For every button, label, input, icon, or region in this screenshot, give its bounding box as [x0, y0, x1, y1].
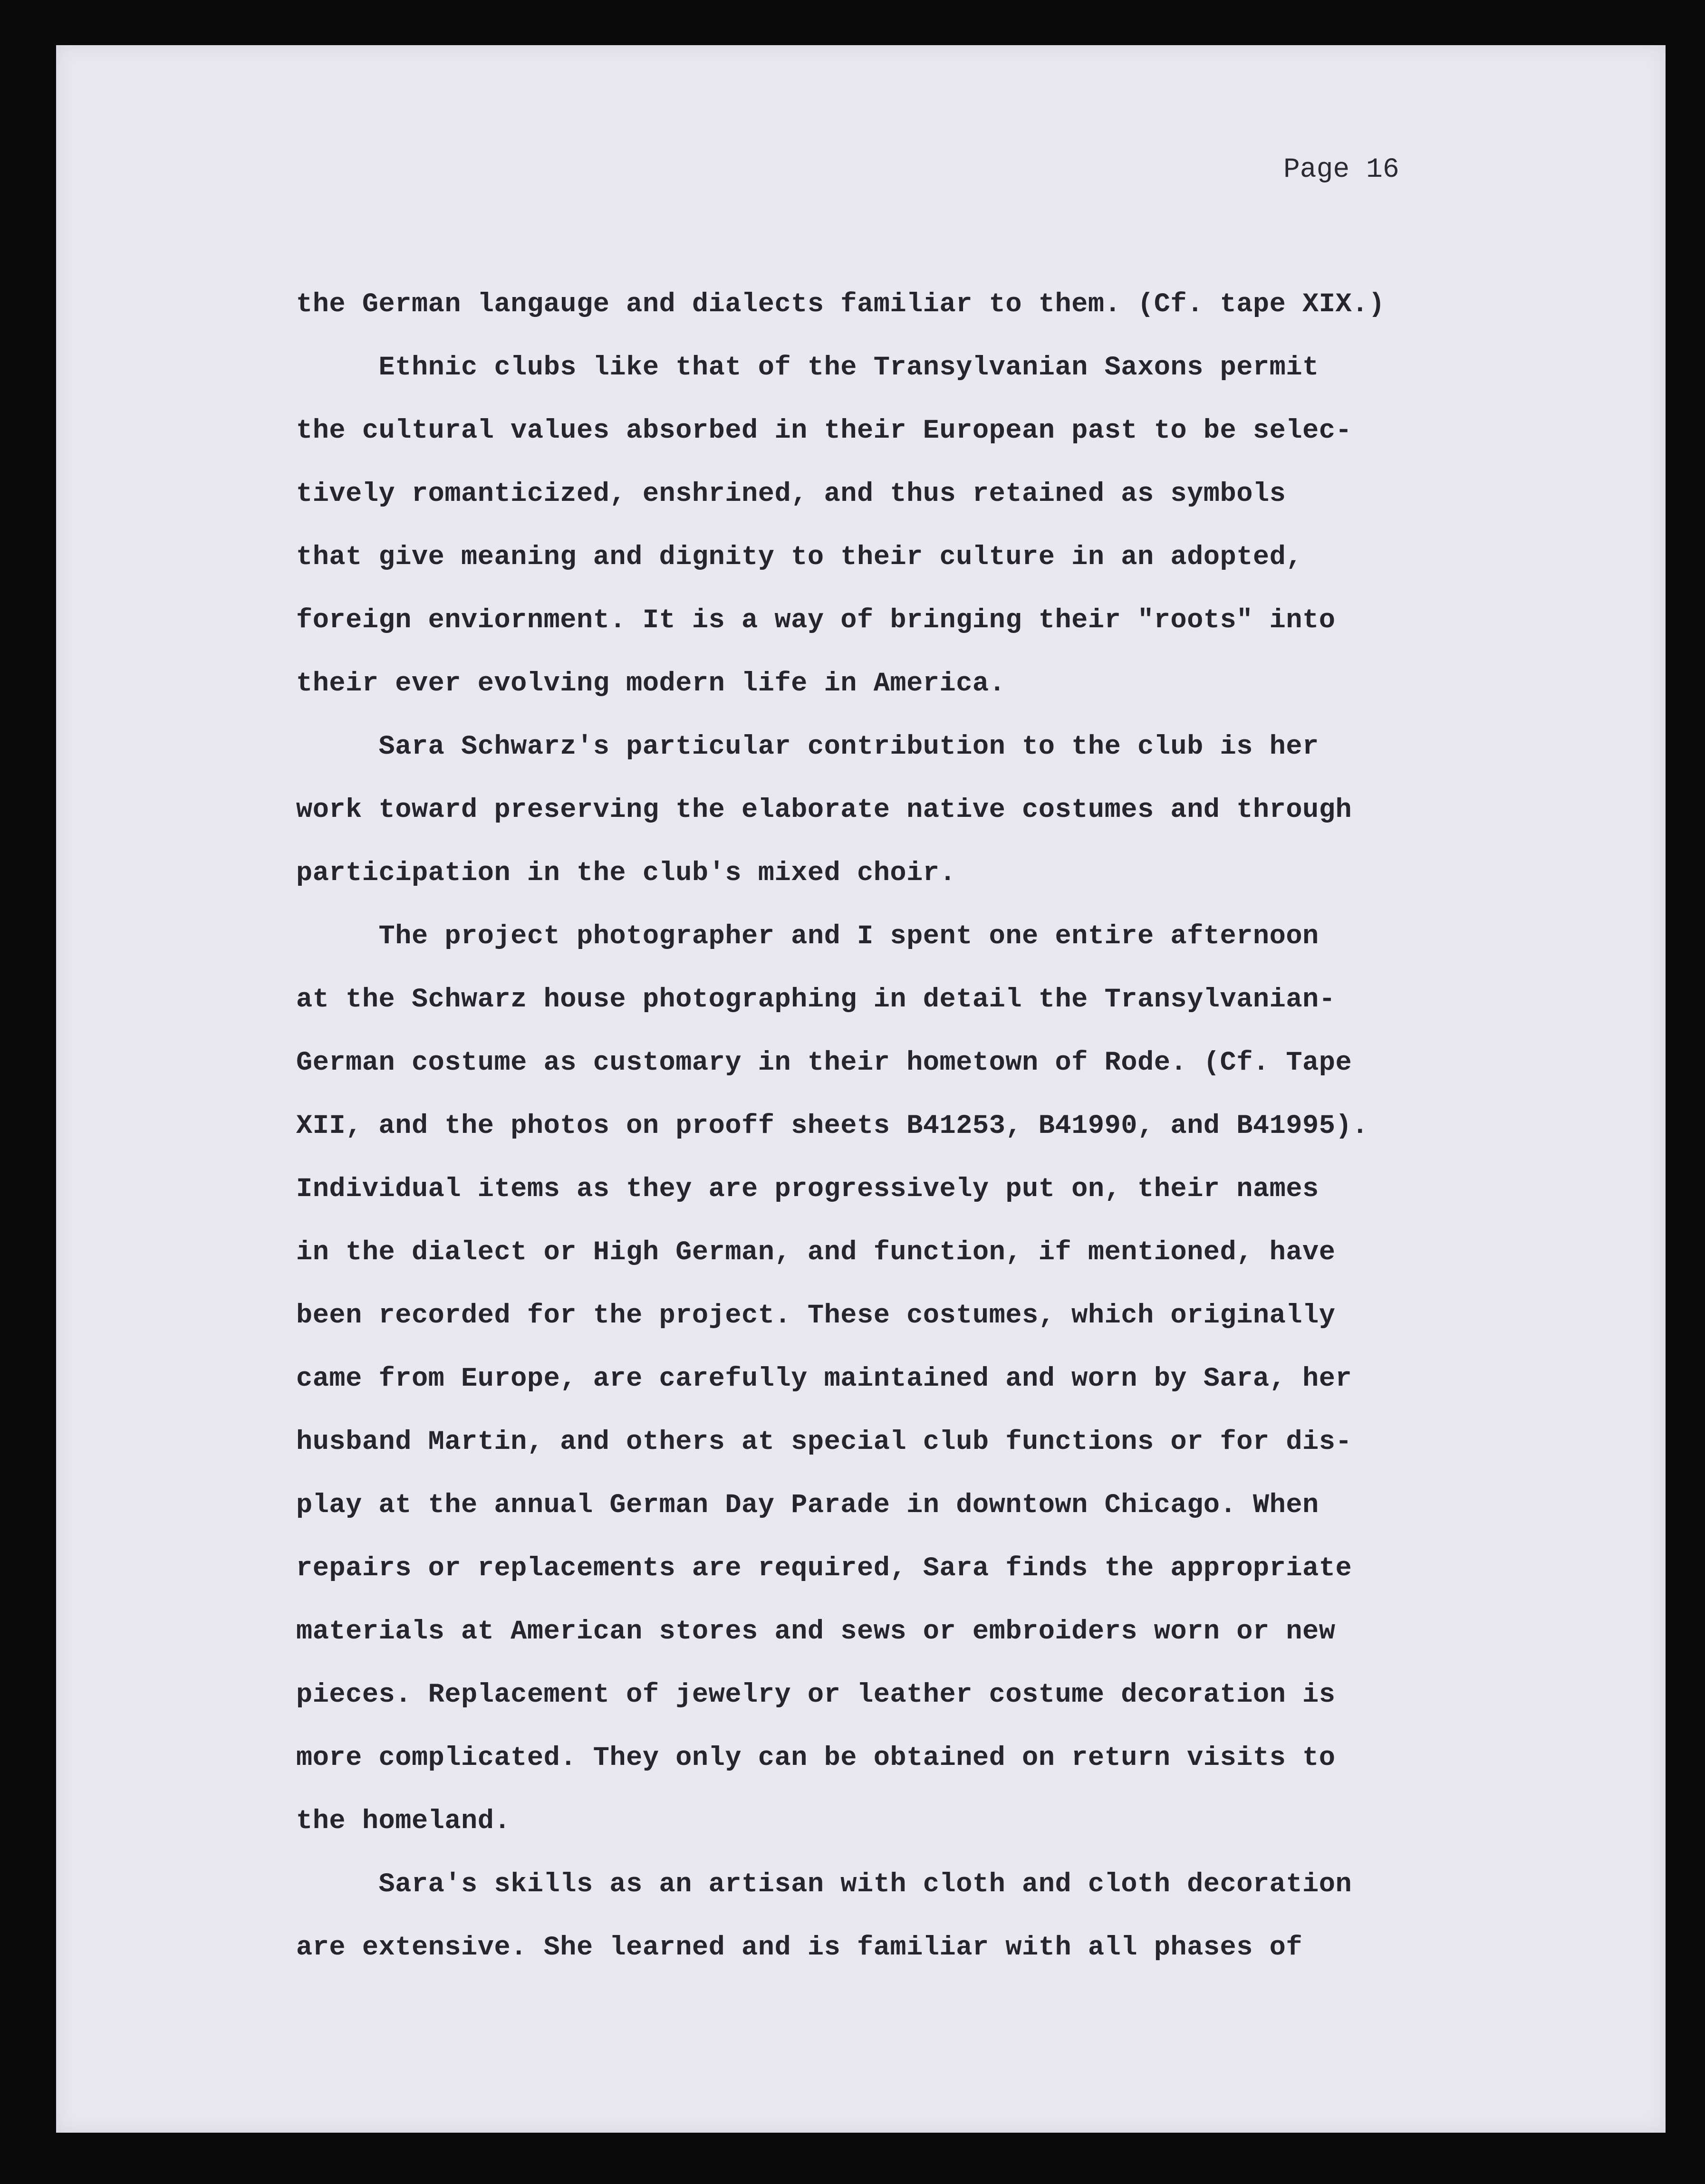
text-line: pieces. Replacement of jewelry or leather costume decoration is: [296, 1680, 1336, 1710]
typewritten-page: [56, 45, 1666, 2133]
text-line: been recorded for the project. These costumes, which originally: [296, 1301, 1336, 1331]
text-line: work toward preserving the elaborate native costumes and through: [296, 795, 1352, 825]
text-line: husband Martin, and others at special club functions or for dis-: [296, 1427, 1352, 1457]
text-line: XII, and the photos on prooff sheets B41253, B41990, and B41995).: [296, 1111, 1368, 1141]
text-line: The project photographer and I spent one entire afternoon: [296, 921, 1319, 952]
text-line: play at the annual German Day Parade in downtown Chicago. When: [296, 1490, 1319, 1521]
page-number: Page 16: [1283, 154, 1399, 185]
text-line: repairs or replacements are required, Sara finds the appropriate: [296, 1553, 1352, 1584]
text-line: foreign enviornment. It is a way of bringing their "roots" into: [296, 605, 1336, 636]
text-line: Individual items as they are progressively put on, their names: [296, 1174, 1319, 1205]
body-text: [296, 273, 1627, 1980]
text-line: the cultural values absorbed in their European past to be selec-: [296, 416, 1352, 446]
text-line: more complicated. They only can be obtained on return visits to: [296, 1743, 1336, 1773]
text-line: the German langauge and dialects familiar to them. (Cf. tape XIX.): [296, 289, 1385, 320]
text-line: Sara's skills as an artisan with cloth and cloth decoration: [296, 1869, 1352, 1900]
text-line: the homeland.: [296, 1806, 511, 1837]
text-line: at the Schwarz house photographing in detail the Transylvanian-: [296, 985, 1336, 1015]
text-line: that give meaning and dignity to their culture in an adopted,: [296, 542, 1303, 573]
text-line: Ethnic clubs like that of the Transylvanian Saxons permit: [296, 353, 1319, 383]
text-line: tively romanticized, enshrined, and thus retained as symbols: [296, 479, 1286, 509]
text-line: German costume as customary in their hometown of Rode. (Cf. Tape: [296, 1048, 1352, 1078]
text-line: their ever evolving modern life in America.: [296, 669, 1006, 699]
text-line: participation in the club's mixed choir.: [296, 858, 956, 889]
text-line: are extensive. She learned and is familiar with all phases of: [296, 1933, 1303, 1963]
text-line: materials at American stores and sews or embroiders worn or new: [296, 1617, 1336, 1647]
text-line: came from Europe, are carefully maintained and worn by Sara, her: [296, 1364, 1352, 1394]
text-line: Sara Schwarz's particular contribution to the club is her: [296, 732, 1319, 762]
text-line: in the dialect or High German, and function, if mentioned, have: [296, 1237, 1336, 1268]
